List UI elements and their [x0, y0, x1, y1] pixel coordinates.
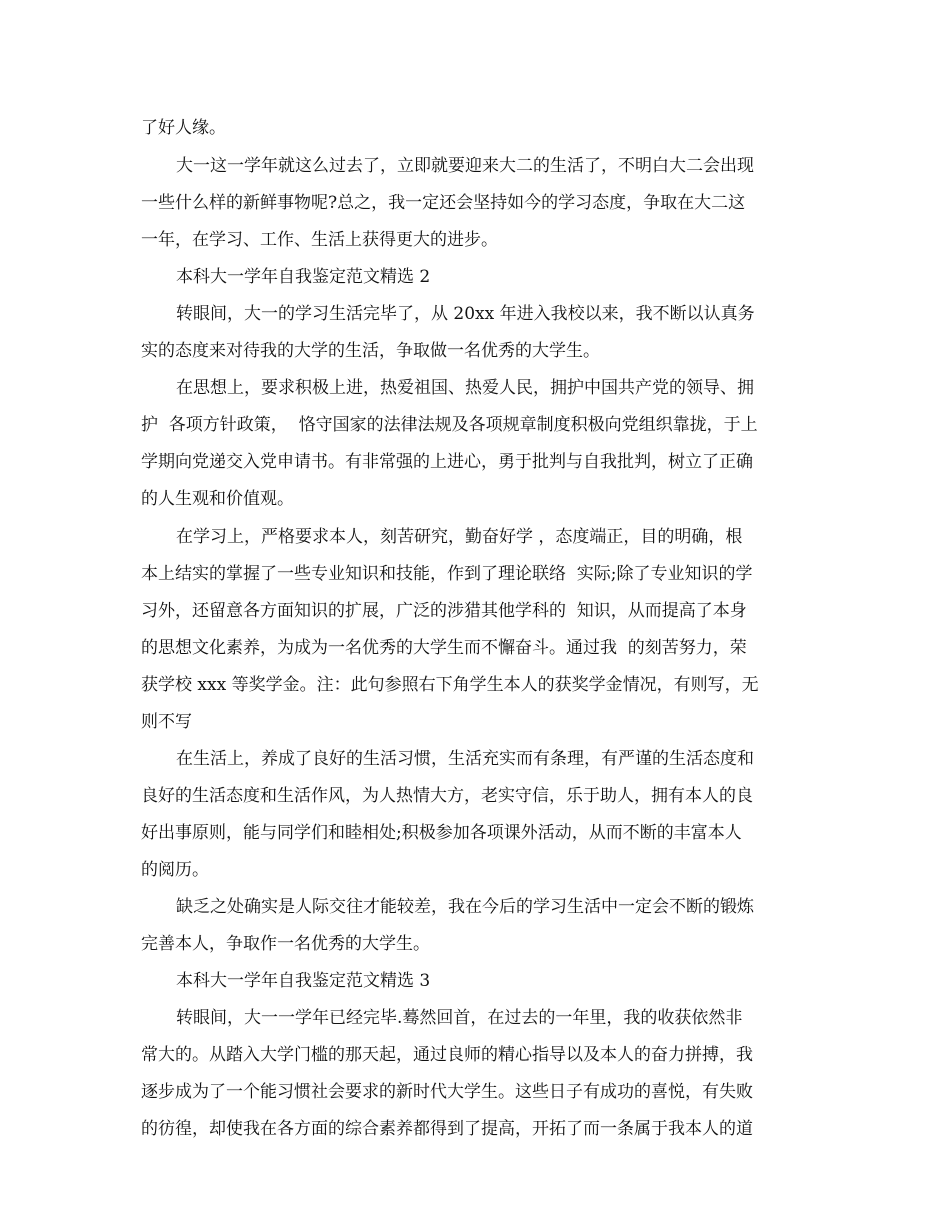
text-line: 在思想上，要求积极上进，热爱祖国、热爱人民，拥护中国共产党的领导、拥 — [176, 378, 754, 398]
text-line: 本上结实的掌握了一些专业知识和技能，作到了理论联络 实际;除了专业知识的学 — [141, 564, 753, 584]
text-line: 好出事原则，能与同学们和睦相处;积极参加各项课外活动，从而不断的丰富本人 — [141, 823, 742, 843]
text-line: 了好人缘。 — [141, 118, 226, 138]
text-line: 实的态度来对待我的大学的生活，争取做一名优秀的大学生。 — [141, 341, 600, 361]
text-line: 护 各项方针政策， 恪守国家的法律法规及各项规章制度积极向党组织靠拢，于上 — [141, 415, 758, 435]
text-line: 的彷徨，却使我在各方面的综合素养都得到了提高，开拓了而一条属于我本人的道 — [141, 1119, 753, 1139]
text-line: 的思想文化素养，为成为一名优秀的大学生而不懈奋斗。通过我 的刻苦努力，荣 — [141, 638, 747, 658]
text-line: 学期向党递交入党申请书。有非常强的上进心，勇于批判与自我批判，树立了正确 — [141, 452, 753, 472]
text-line: 转眼间，大一的学习生活完毕了，从 20xx 年进入我校以来，我不断以认真务 — [176, 304, 755, 324]
text-line: 获学校 xxx 等奖学金。注：此句参照右下角学生本人的获奖学金情况，有则写，无 — [141, 675, 759, 695]
section-heading: 本科大一学年自我鉴定范文精选 3 — [176, 971, 431, 991]
text-line: 常大的。从踏入大学门槛的那天起，通过良师的精心指导以及本人的奋力拼搏，我 — [141, 1045, 753, 1065]
text-line: 习外，还留意各方面知识的扩展，广泛的涉猎其他学科的 知识，从而提高了本身 — [141, 601, 747, 621]
text-line: 的阅历。 — [141, 860, 209, 880]
text-line: 良好的生活态度和生活作风，为人热情大方，老实守信，乐于助人，拥有本人的良 — [141, 786, 753, 806]
text-line: 逐步成为了一个能习惯社会要求的新时代大学生。这些日子有成功的喜悦，有失败 — [141, 1082, 753, 1102]
text-line: 缺乏之处确实是人际交往才能较差，我在今后的学习生活中一定会不断的锻炼 — [176, 897, 754, 917]
section-heading: 本科大一学年自我鉴定范文精选 2 — [176, 267, 431, 287]
text-line: 大一这一学年就这么过去了，立即就要迎来大二的生活了，不明白大二会出现 — [176, 156, 754, 176]
text-line: 则不写 — [141, 712, 192, 732]
text-line: 一些什么样的新鲜事物呢?总之，我一定还会坚持如今的学习态度，争取在大二这 — [141, 193, 746, 213]
text-line: 在学习上，严格要求本人，刻苦研究，勤奋好学 ，态度端正，目的明确，根 — [176, 527, 743, 547]
text-line: 一年，在学习、工作、生活上获得更大的进步。 — [141, 230, 498, 250]
text-line: 的人生观和价值观。 — [141, 489, 294, 509]
text-line: 转眼间，大一一学年已经完毕.蓦然回首，在过去的一年里，我的收获依然非 — [176, 1008, 743, 1028]
text-line: 在生活上，养成了良好的生活习惯，生活充实而有条理，有严谨的生活态度和 — [176, 749, 754, 769]
text-line: 完善本人，争取作一名优秀的大学生。 — [141, 934, 430, 954]
